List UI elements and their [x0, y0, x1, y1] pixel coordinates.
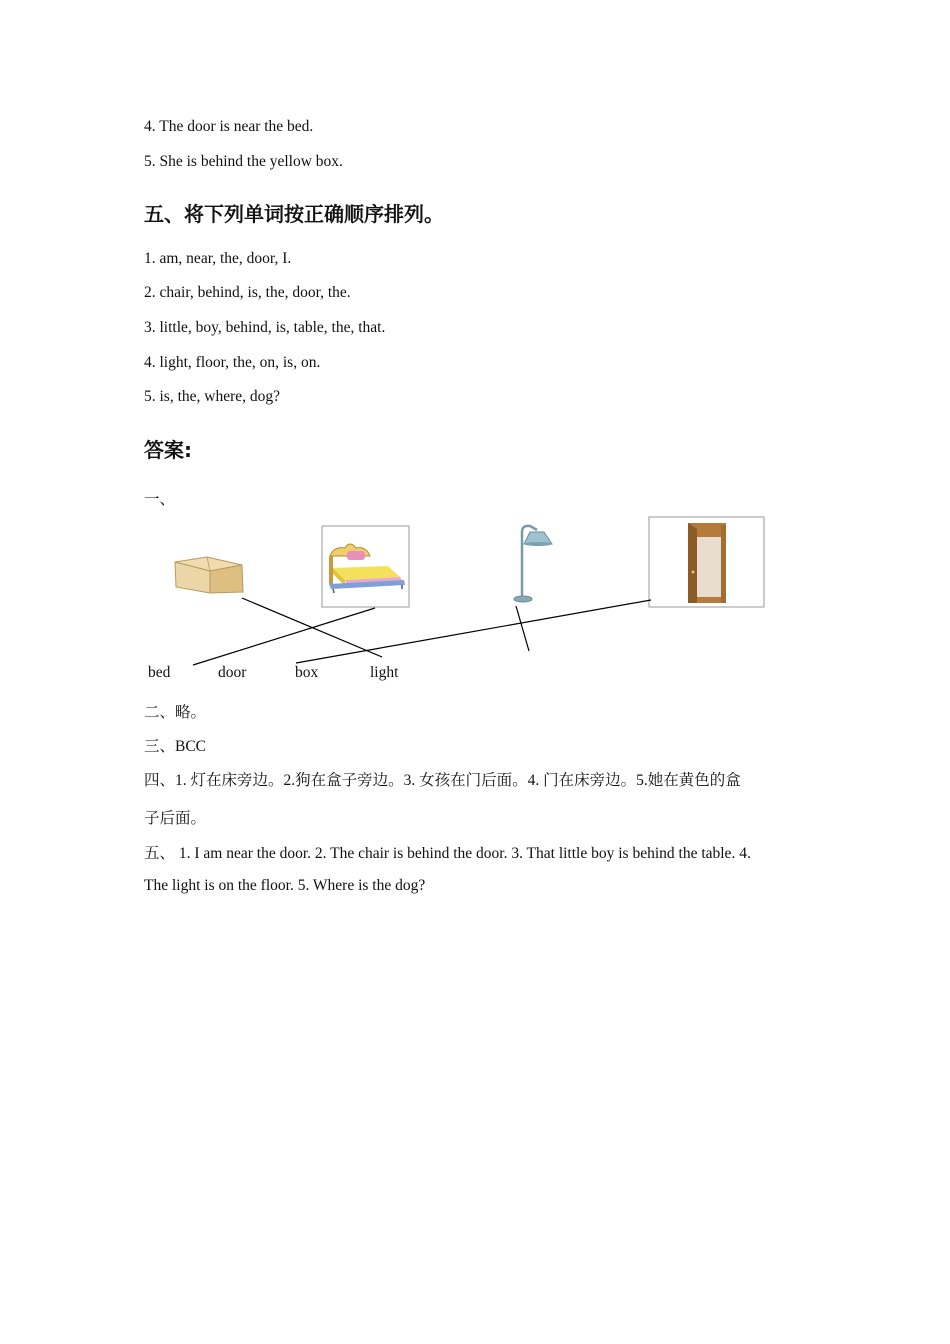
section-5-heading: 五、将下列单词按正确顺序排列。 [144, 202, 444, 226]
box-image [175, 557, 243, 593]
match-line-bed-bed [193, 608, 375, 665]
match-line-door-box [296, 600, 651, 663]
question-5-2: 2. chair, behind, is, the, door, the. [144, 284, 351, 301]
question-4-5: 5. She is behind the yellow box. [144, 153, 343, 170]
answer-part-2: 二、略。 [144, 704, 207, 721]
answer-part-5-line-1: 五、 1. I am near the door. 2. The chair is behind the door. 3. That little boy is behind the table. 4. [144, 845, 751, 862]
door-image [649, 517, 764, 607]
word-light: light [370, 664, 399, 681]
answer-part-1-label: 一、 [144, 491, 176, 508]
word-door: door [218, 664, 247, 681]
question-5-4: 4. light, floor, the, on, is, on. [144, 354, 321, 371]
lamp-image [514, 526, 552, 602]
answer-part-5-line-2: The light is on the floor. 5. Where is the dog? [144, 877, 426, 894]
question-5-3: 3. little, boy, behind, is, table, the, that. [144, 319, 386, 336]
match-line-lamp-door [516, 606, 529, 651]
answer-part-4-line-2: 子后面。 [144, 810, 207, 827]
word-box: box [295, 664, 319, 681]
question-4-4: 4. The door is near the bed. [144, 118, 314, 135]
word-bed: bed [148, 664, 171, 681]
question-5-1: 1. am, near, the, door, I. [144, 250, 292, 267]
answer-part-3: 三、BCC [144, 738, 207, 755]
answer-part-4-line-1: 四、1. 灯在床旁边。2.狗在盒子旁边。3. 女孩在门后面。4. 门在床旁边。5.她在黄色的盒 [144, 772, 741, 789]
question-5-5: 5. is, the, where, dog? [144, 388, 281, 405]
answers-heading: 答案: [144, 438, 192, 462]
bed-image [322, 526, 409, 607]
